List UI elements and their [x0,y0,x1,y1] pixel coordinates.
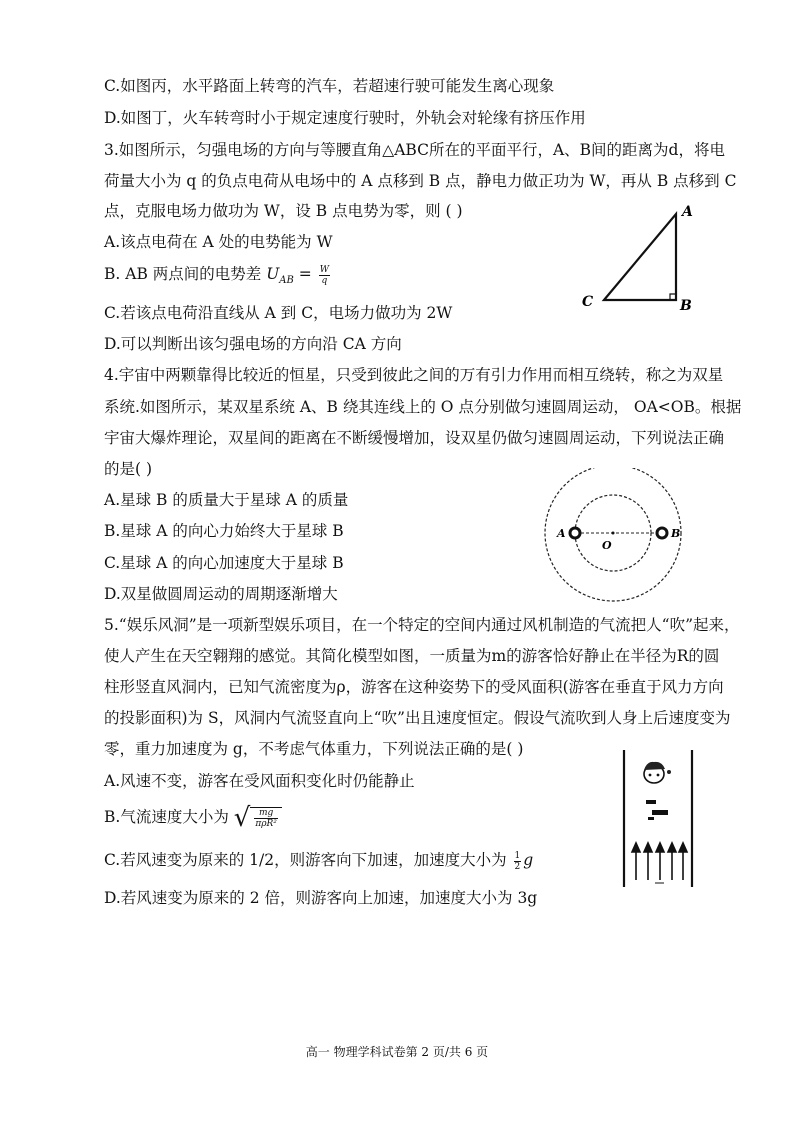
center-o [612,532,615,535]
q3-option-c: C.若该点电荷沿直线从 A 到 C，电场力做功为 2W [104,304,453,322]
q5-stem-line-1: 5.“娱乐风洞”是一项新型娱乐项目，在一个特定的空间内通过风机制造的气流把人“吹”起来， [104,616,740,634]
q3-option-a: A.该点电荷在 A 处的电势能为 W [104,233,333,251]
label-a: A [557,527,566,540]
triangle-shape [604,214,676,300]
label-b: B [680,298,692,314]
q5-option-b [104,805,282,831]
q5-option-b-fraction: $\frac{mg}{\text{πρR²}}$ [255,808,277,830]
q5-option-c-var: g [523,851,534,869]
option-c-previous: C.如图丙，水平路面上转弯的汽车，若超速行驶可能发生离心现象 [104,77,555,95]
airflow-arrows [632,843,687,883]
q4-stem-line-1: 4.宇宙中两颗靠得比较近的恒星，只受到彼此之间的万有引力作用而相互绕转，称之为双星 [104,366,724,384]
q5-stem-line-5: 零，重力加速度为 g，不考虑气体重力，下列说法正确的是( ) [104,740,524,758]
q3-stem-line-3: 点，克服电场力做功为 W，设 B 点电势为零，则 ( ) [104,202,463,220]
visitor-figure [644,762,671,820]
q5-option-c-fraction: $\frac{1}{2}$ [514,850,521,872]
q3-option-b [104,264,332,291]
label-b: B [671,527,681,540]
q3-option-b-fraction: $\frac{W}{q}$ [319,264,329,286]
q4-stem-line-2: 系统.如图所示，某双星系统 A、B 绕其连线上的 O 点分别做匀速圆周运动， OA<OB。根据 [104,398,742,416]
label-c: C [582,294,594,310]
q3-option-b-var: U [266,265,280,283]
q4-option-a: A.星球 B 的质量大于星球 A 的质量 [104,491,349,509]
q5-stem-line-3: 柱形竖直风洞内，已知气流密度为ρ，游客在这种姿势下的受风面积(游客在垂直于风力方向 [104,678,724,696]
page-footer: 高一 物理学科试卷第 2 页/共 6 页 [305,1045,489,1059]
q5-option-c-text: C.若风速变为原来的 1/2，则游客向下加速，加速度大小为 [104,851,512,869]
q3-stem-line-1: 3.如图所示，匀强电场的方向与等腰直角△ABC所在的平面平行，A、B间的距离为d，将电 [104,141,725,159]
q4-option-c: C.星球 A 的向心加速度大于星球 B [104,554,344,572]
triangle-figure [570,198,700,318]
q3-option-d: D.可以判断出该匀强电场的方向沿 CA 方向 [104,335,402,353]
q3-stem-line-2: 荷量大小为 q 的负点电荷从电场中的 A 点移到 B 点，静电力做正功为 W，再从 B 点移到 C [104,172,737,190]
q5-option-b-text: B.气流速度大小为 [104,808,234,826]
q5-stem-line-4: 的投影面积)为 S，风洞内气流竖直向上“吹”出且速度恒定。假设气流吹到人身上后速度变为 [104,709,731,727]
q4-stem-line-3: 宇宙大爆炸理论，双星间的距离在不断缓慢增加，设双星仍做匀速圆周运动，下列说法正确 [104,429,725,447]
q5-option-d: D.若风速变为原来的 2 倍，则游客向上加速，加速度大小为 3g [104,889,538,907]
label-o: O [602,539,612,552]
q3-option-b-sub: AB [279,275,294,287]
star-a [570,528,580,538]
wind-tunnel-figure [612,742,704,892]
binary-star-figure [540,468,690,603]
q3-option-b-text: B. AB 两点间的电势差 [104,265,267,283]
q4-option-b: B.星球 A 的向心力始终大于星球 B [104,522,344,540]
option-d-previous: D.如图丁，火车转弯时小于规定速度行驶时，外轨会对轮缘有挤压作用 [104,109,586,127]
star-b [657,528,667,538]
q5-stem-line-2: 使人产生在天空翱翔的感觉。其简化模型如图，一质量为m的游客恰好静止在半径为R的圆 [104,647,720,665]
q5-option-a: A.风速不变，游客在受风面积变化时仍能静止 [104,772,415,790]
q3-option-b-eq: = [293,265,317,283]
q5-option-c [104,850,533,872]
sqrt-symbol: √ [233,803,251,833]
label-a: A [682,204,693,220]
q4-stem-line-4: 的是( ) [104,460,153,478]
q4-option-d: D.双星做圆周运动的周期逐渐增大 [104,585,338,603]
